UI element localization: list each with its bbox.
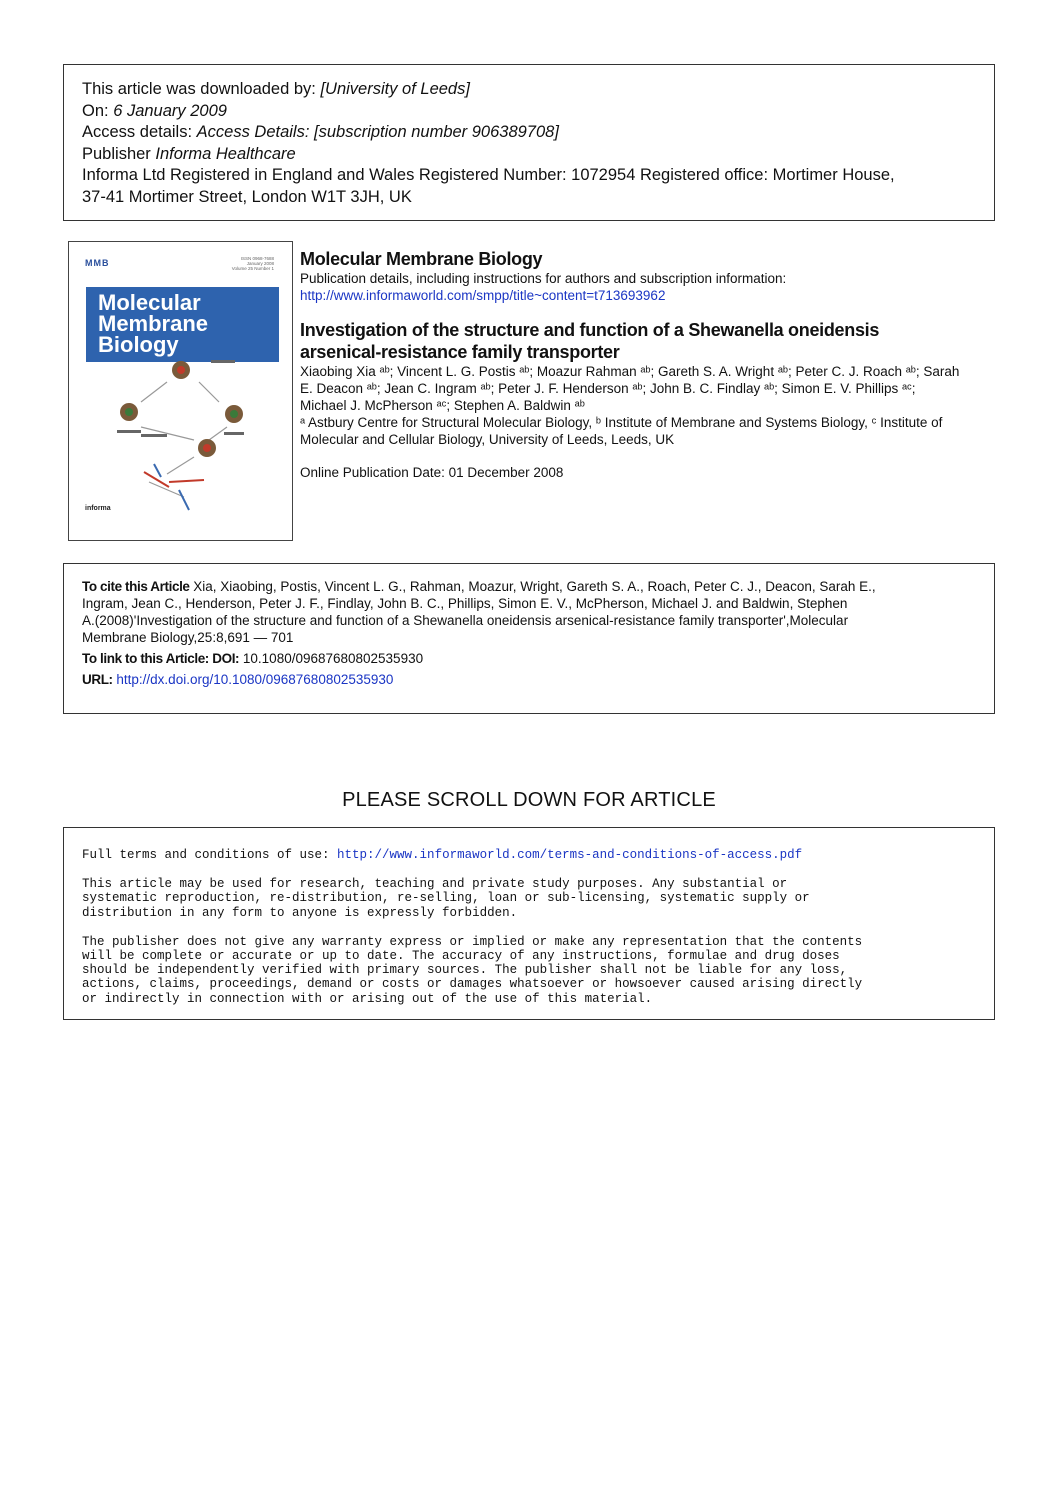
terms-paragraph-2: The publisher does not give any warranty express or implied or make any representation that the contents will be complete or accurate or up to date. The accuracy of any instructions, formulae and drug doses should be independently verified with primary sources. The publisher shall not be liable for any loss, actions, claims, proceedings, demand or costs or damages whatsoever or howsoever caused arising directly or indirectly in connection with or arising out of the use of this material. — [82, 934, 863, 1006]
publisher-line: Publisher Informa Healthcare — [82, 144, 296, 163]
doi-line — [82, 650, 976, 667]
citation-text: To cite this Article Xia, Xiaobing, Postis, Vincent L. G., Rahman, Moazur, Wright, Gareth S. A., Roach, Peter C. J., Deacon, Sarah E., Ingram, Jean C., Henderson, Peter J. F., Findlay, John B. C., Phillips, Simon E. V., McPherson, Michael J. and Baldwin, Stephen A.(2008)'Investigation of the structure and function of a Shewanella oneidensis arsenical-resistance family transporter',Molecular Membrane Biology,25:8,691 — 701 — [82, 579, 876, 645]
full-terms-line: Full terms and conditions of use: http://www.informaworld.com/terms-and-conditions-of-access.pdf — [82, 848, 803, 862]
access-details-line: Access details: Access Details: [subscription number 906389708] — [82, 123, 559, 141]
registration-line-1: Informa Ltd Registered in England and Wales Registered Number: 1072954 Registered office: Mortimer House, — [82, 166, 895, 184]
registration-line-2: 37-41 Mortimer Street, London W1T 3JH, UK — [82, 187, 412, 206]
cover-issn: ISSN 0968-7688 January 2008 Volume 25 Number 1 — [231, 256, 274, 271]
cover-title-band: Molecular Membrane Biology — [86, 287, 279, 362]
cite-label: To cite this Article — [82, 579, 190, 594]
scroll-down-notice: PLEASE SCROLL DOWN FOR ARTICLE — [342, 789, 716, 811]
url-label: URL: — [82, 672, 113, 687]
doi-value: 10.1080/09687680802535930 — [239, 651, 424, 666]
cover-publisher-logo: informa — [85, 505, 111, 512]
doi-label: To link to this Article: DOI: — [82, 651, 240, 666]
doi-url-link[interactable]: http://dx.doi.org/10.1080/09687680802535930 — [116, 672, 394, 687]
terms-url-link[interactable]: http://www.informaworld.com/terms-and-conditions-of-access.pdf — [337, 848, 803, 862]
article-title: Investigation of the structure and function of a Shewanella oneidensis arsenical-resistance family transporter — [300, 320, 880, 362]
download-info-box — [63, 64, 995, 221]
cover-illustration — [69, 242, 294, 542]
download-date: 6 January 2009 — [113, 101, 227, 120]
journal-url-link[interactable]: http://www.informaworld.com/smpp/title~content=t713693962 — [300, 288, 666, 303]
download-date-line: On: 6 January 2009 — [82, 101, 227, 120]
affiliations: ᵃ Astbury Centre for Structural Molecular Biology, ᵇ Institute of Membrane and Systems Biology, ᶜ Institute of Molecular and Cellular Biology, University of Leeds, Leeds, UK — [300, 415, 943, 447]
journal-cover-image — [68, 241, 293, 541]
journal-title: Molecular Membrane Biology — [300, 249, 543, 269]
institution: [University of Leeds] — [320, 80, 470, 98]
article-info — [300, 248, 1000, 481]
access-details: Access Details: [subscription number 906389708] — [196, 123, 559, 141]
publication-details: Publication details, including instructions for authors and subscription information: — [300, 271, 787, 286]
terms-box — [63, 827, 995, 1020]
online-publication-date: Online Publication Date: 01 December 2008 — [300, 465, 564, 480]
cover-logo: MMB — [85, 258, 110, 268]
url-line — [82, 671, 976, 688]
author-list: Xiaobing Xia ᵃᵇ; Vincent L. G. Postis ᵃᵇ; Moazur Rahman ᵃᵇ; Gareth S. A. Wright ᵃᵇ; Peter C. J. Roach ᵃᵇ; Sarah E. Deacon ᵃᵇ; Jean C. Ingram ᵃᵇ; Peter J. F. Henderson ᵃᵇ; John B. C. Findlay ᵃᵇ; Simon E. V. Phillips ᵃᶜ; Michael J. McPherson ᵃᶜ; Stephen A. Baldwin ᵃᵇ — [300, 364, 960, 413]
citation-box — [63, 563, 995, 714]
publisher-name: Informa Healthcare — [155, 144, 296, 163]
downloaded-by-line: This article was downloaded by: [University of Leeds] — [82, 80, 470, 98]
terms-paragraph-1: This article may be used for research, teaching and private study purposes. Any substantial or systematic reproduction, re-distribution, re-selling, loan or sub-licensing, systematic supply or distribution in any form to anyone is expressly forbidden. — [82, 877, 810, 920]
